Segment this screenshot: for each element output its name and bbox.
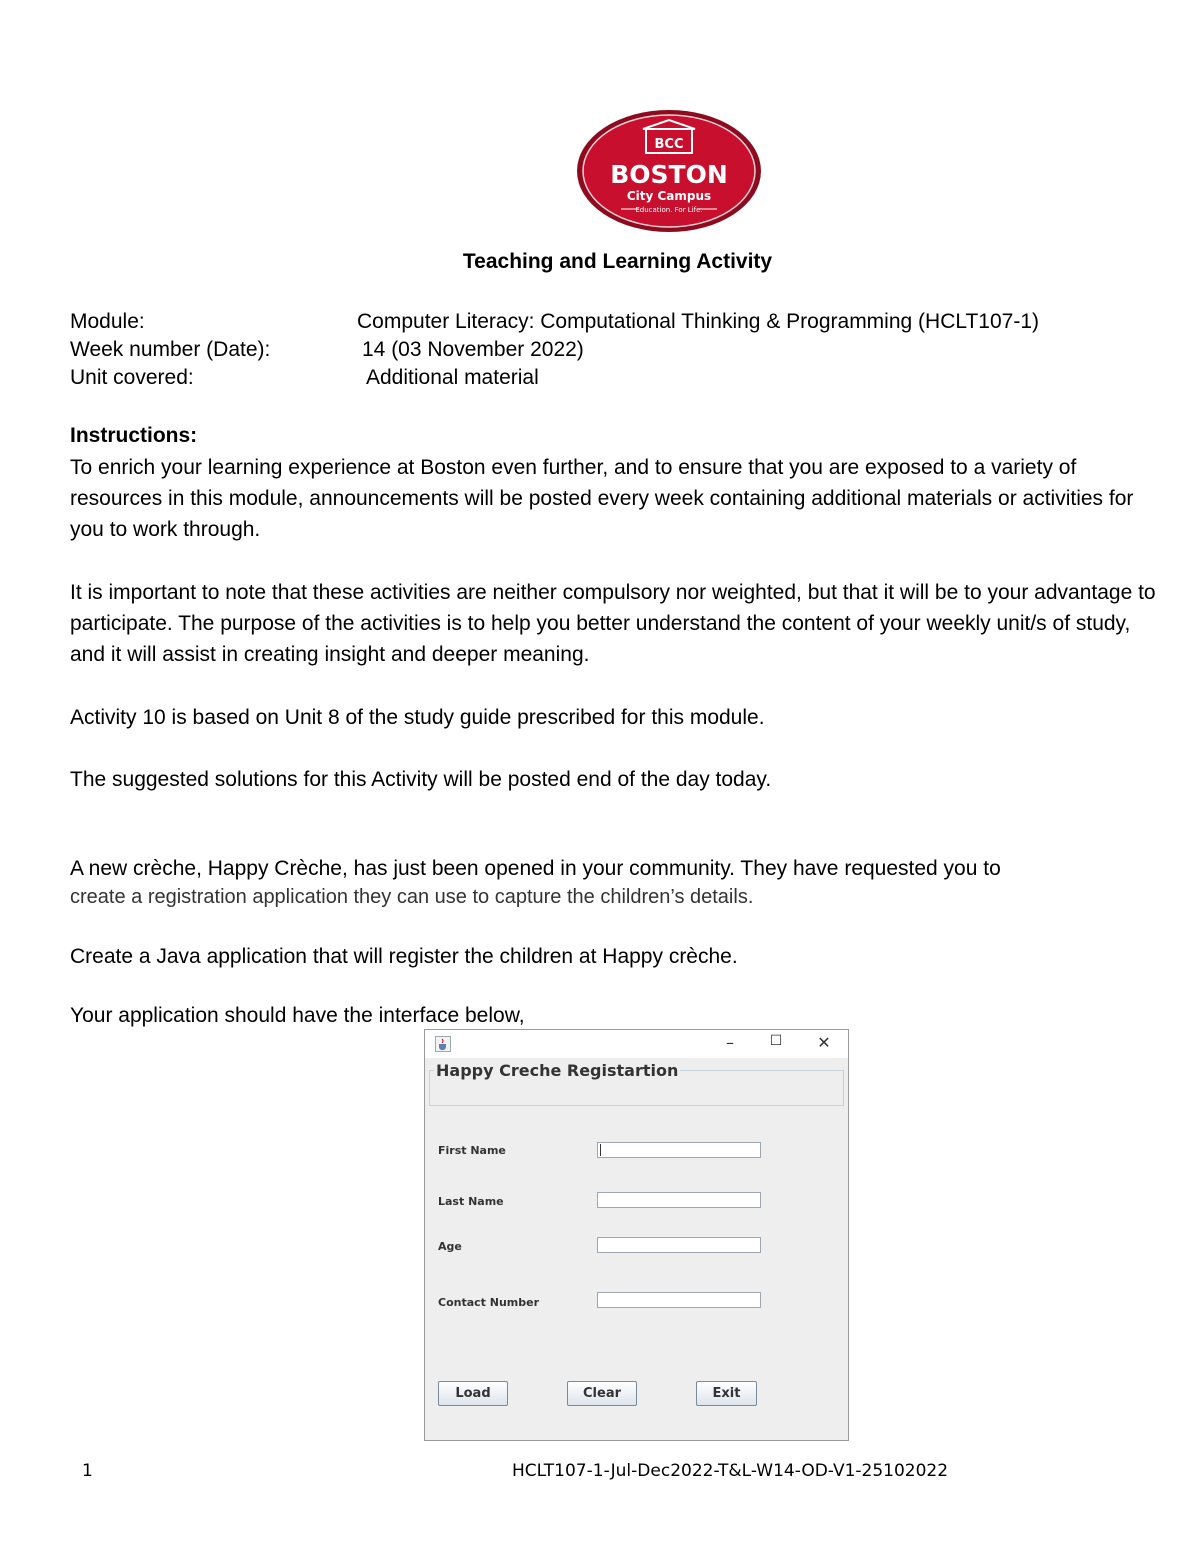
contact-number-input[interactable] [597, 1292, 761, 1308]
clear-button[interactable]: Clear [567, 1381, 637, 1406]
week-label: Week number (Date): [70, 338, 271, 361]
module-value: Computer Literacy: Computational Thinking & Programming (HCLT107-1) [357, 310, 1040, 333]
java-cup-icon [435, 1036, 451, 1052]
form-title: Happy Creche Registartion [436, 1061, 679, 1080]
document-code: HCLT107-1-Jul-Dec2022-T&L-W14-OD-V1-25102022 [512, 1461, 949, 1481]
instructions-label: Instructions: [70, 424, 198, 447]
instructions-paragraph-4: The suggested solutions for this Activity will be posted end of the day today. [70, 768, 772, 791]
java-app-window [424, 1029, 849, 1441]
logo-sub: City Campus [626, 189, 712, 203]
logo-emblem-text: BCC [654, 137, 684, 152]
last-name-label: Last Name [438, 1195, 504, 1208]
boston-city-campus-logo [575, 108, 763, 234]
instructions-paragraph-2: It is important to note that these activities are neither compulsory nor weighted, but that it will be to your advantage to participate. The purpose of the activities is to help you better understand the content of your weekly unit/s of study, and it will assist in creating insight and deeper meaning. [70, 581, 1156, 666]
age-input[interactable] [597, 1237, 761, 1253]
unit-value: Additional material [366, 366, 539, 389]
module-label: Module: [70, 310, 145, 333]
last-name-input[interactable] [597, 1192, 761, 1208]
unit-label: Unit covered: [70, 366, 194, 389]
minimize-button[interactable]: – [726, 1033, 734, 1052]
task-paragraph-2: Create a Java application that will register the children at Happy crèche. [70, 945, 738, 968]
logo-tagline: Education. For Life. [635, 206, 703, 214]
instructions-paragraph-1: To enrich your learning experience at Boston even further, and to ensure that you are exposed to a variety of resources in this module, announcements will be posted every week containing additional materials or activities for you to work through. [70, 456, 1134, 541]
maximize-button[interactable]: ☐ [769, 1033, 783, 1049]
close-button[interactable]: ✕ [817, 1033, 831, 1052]
exit-button[interactable]: Exit [696, 1381, 757, 1406]
logo-name: BOSTON [610, 160, 728, 189]
load-button[interactable]: Load [438, 1381, 508, 1406]
week-value: 14 (03 November 2022) [362, 338, 584, 361]
contact-number-label: Contact Number [438, 1296, 540, 1309]
instructions-paragraph-3: Activity 10 is based on Unit 8 of the study guide prescribed for this module. [70, 706, 765, 729]
task-paragraph-3: Your application should have the interface below, [70, 1004, 525, 1027]
first-name-label: First Name [438, 1144, 506, 1157]
age-label: Age [438, 1240, 462, 1253]
task-paragraph-1-line-1: A new crèche, Happy Crèche, has just been opened in your community. They have requested you to [70, 857, 1001, 880]
page-number: 1 [82, 1461, 93, 1481]
first-name-input[interactable] [597, 1142, 761, 1158]
text-cursor [600, 1144, 601, 1156]
page-title: Teaching and Learning Activity [462, 250, 773, 273]
window-titlebar [425, 1030, 848, 1058]
task-paragraph-1-line-2: create a registration application they can use to capture the children’s details. [70, 886, 754, 908]
